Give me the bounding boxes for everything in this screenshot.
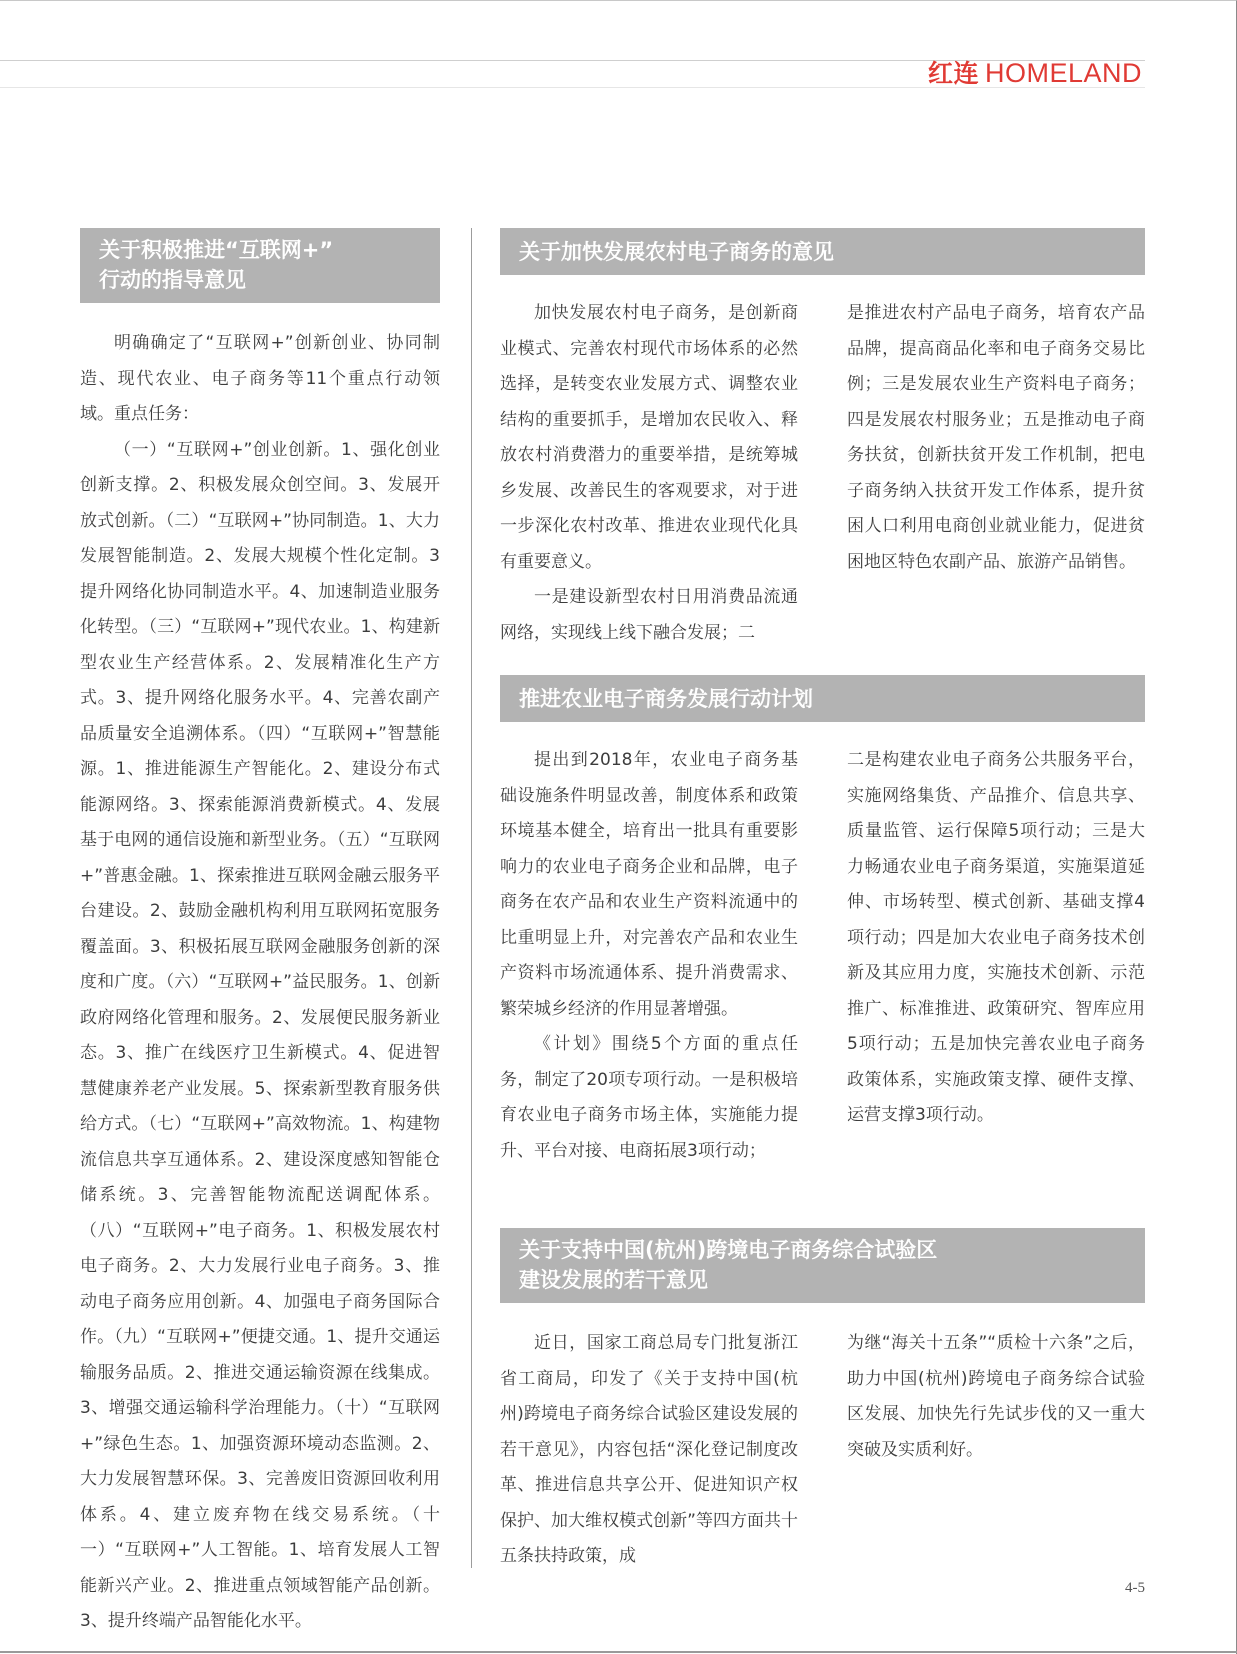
section-title-text: 关于加快发展农村电子商务的意见: [519, 240, 834, 264]
section-title-rural-ecommerce: [500, 228, 1145, 275]
hangzhou-col-left: [500, 1326, 798, 1575]
paragraph: 为继“海关十五条”“质检十六条”之后，助力中国(杭州)跨境电子商务综合试验区发展、加快先行先试步伐的又一重大突破及实质利好。: [847, 1333, 1145, 1460]
paragraph: 明确确定了“互联网+”创新创业、协同制造、现代农业、电子商务等11个重点行动领域。重点任务：: [80, 333, 440, 424]
section-title-line: 行动的指导意见: [99, 268, 246, 292]
brand-english: HOMELAND: [984, 58, 1142, 88]
paragraph: 近日，国家工商总局专门批复浙江省工商局，印发了《关于支持中国(杭州)跨境电子商务综合试验区建设发展的若干意见》，内容包括“深化登记制度改革、推进信息共享公开、促进知识产权保护、加大维权模式创新”等四方面共十五条扶持政策，成: [500, 1333, 798, 1566]
section-title-line: 建设发展的若干意见: [519, 1268, 708, 1292]
internet-plus-body: [80, 326, 440, 1640]
section-title-agri-plan: [500, 675, 1145, 722]
brand-chinese: 红连: [927, 59, 979, 88]
paragraph: （一）“互联网+”创业创新。1、强化创业创新支撑。2、积极发展众创空间。3、发展开放式创新。（二）“互联网+”协同制造。1、大力发展智能制造。2、发展大规模个性化定制。3提升网络化协同制造水平。4、加速制造业服务化转型。（三）“互联网+”现代农业。1、构建新型农业生产经营体系。2、发展精准化生产方式。3、提升网络化服务水平。4、完善农副产品质量安全追溯体系。（四）“互联网+”智慧能源。1、推进能源生产智能化。2、建设分布式能源网络。3、探索能源消费新模式。4、发展基于电网的通信设施和新型业务。（五）“互联网+”普惠金融。1、探索推进互联网金融云服务平台建设。2、鼓励金融机构利用互联网拓宽服务覆盖面。3、积极拓展互联网金融服务创新的深度和广度。（六）“互联网+”益民服务。1、创新政府网络化管理和服务。2、发展便民服务新业态。3、推广在线医疗卫生新模式。4、促进智慧健康养老产业发展。5、探索新型教育服务供给方式。（七）“互联网+”高效物流。1、构建物流信息共享互通体系。2、建设深度感知智能仓储系统。3、完善智能物流配送调配体系。（八）“互联网+”电子商务。1、积极发展农村电子商务。2、大力发展行业电子商务。3、推动电子商务应用创新。4、加强电子商务国际合作。（九）“互联网+”便捷交通。1、提升交通运输服务品质。2、推进交通运输资源在线集成。3、增强交通运输科学治理能力。（十）“互联网+”绿色生态。1、加强资源环境动态监测。2、大力发展智慧环保。3、完善废旧资源回收利用体系。4、建立废弃物在线交易系统。（十一）“互联网+”人工智能。1、培育发展人工智能新兴产业。2、推进重点领域智能产品创新。3、提升终端产品智能化水平。: [80, 439, 440, 1631]
hangzhou-col-right: [847, 1326, 1145, 1468]
paragraph: 一是建设新型农村日用消费品流通网络，实现线上线下融合发展；二: [500, 587, 798, 643]
section-title-internet-plus: [80, 228, 440, 303]
magazine-brand: [928, 58, 1142, 89]
section-title-line: 关于支持中国(杭州)跨境电子商务综合试验区: [519, 1238, 938, 1262]
paragraph: 二是构建农业电子商务公共服务平台，实施网络集货、产品推介、信息共享、质量监管、运行保障5项行动；三是大力畅通农业电子商务渠道，实施渠道延伸、市场转型、模式创新、基础支撑4项行动；四是加大农业电子商务技术创新及其应用力度，实施技术创新、示范推广、标准推进、政策研究、智库应用5项行动；五是加快完善农业电子商务政策体系，实施政策支撑、硬件支撑、运营支撑3项行动。: [847, 750, 1145, 1125]
agri-plan-col-left: [500, 743, 798, 1169]
agri-plan-col-right: [847, 743, 1145, 1134]
paragraph: 是推进农村产品电子商务，培育农产品品牌，提高商品化率和电子商务交易比例；三是发展农业生产资料电子商务；四是发展农村服务业；五是推动电子商务扶贫，创新扶贫开发工作机制，把电子商务纳入扶贫开发工作体系，提升贫困人口利用电商创业就业能力，促进贫困地区特色农副产品、旅游产品销售。: [847, 303, 1145, 572]
paragraph: 加快发展农村电子商务，是创新商业模式、完善农村现代市场体系的必然选择，是转变农业发展方式、调整农业结构的重要抓手，是增加农民收入、释放农村消费潜力的重要举措，是统筹城乡发展、改善民生的客观要求，对于进一步深化农村改革、推进农业现代化具有重要意义。: [500, 303, 798, 572]
rural-ecommerce-col-right: [847, 296, 1145, 580]
section-title-line: 关于积极推进“互联网+”: [99, 238, 334, 262]
page-number: 4-5: [1125, 1580, 1145, 1596]
bottom-rule: [0, 1651, 1237, 1653]
section-title-hangzhou: [500, 1228, 1145, 1303]
paragraph: 《计划》围绕5个方面的重点任务，制定了20项专项行动。一是积极培育农业电子商务市场主体，实施能力提升、平台对接、电商拓展3项行动；: [500, 1034, 798, 1161]
rural-ecommerce-col-left: [500, 296, 798, 651]
paragraph: 提出到2018年，农业电子商务基础设施条件明显改善，制度体系和政策环境基本健全，培育出一批具有重要影响力的农业电子商务企业和品牌，电子商务在农产品和农业生产资料流通中的比重明显上升，对完善农产品和农业生产资料市场流通体系、提升消费需求、繁荣城乡经济的作用显著增强。: [500, 750, 798, 1019]
column-divider: [471, 228, 472, 1568]
section-title-text: 推进农业电子商务发展行动计划: [519, 687, 813, 711]
